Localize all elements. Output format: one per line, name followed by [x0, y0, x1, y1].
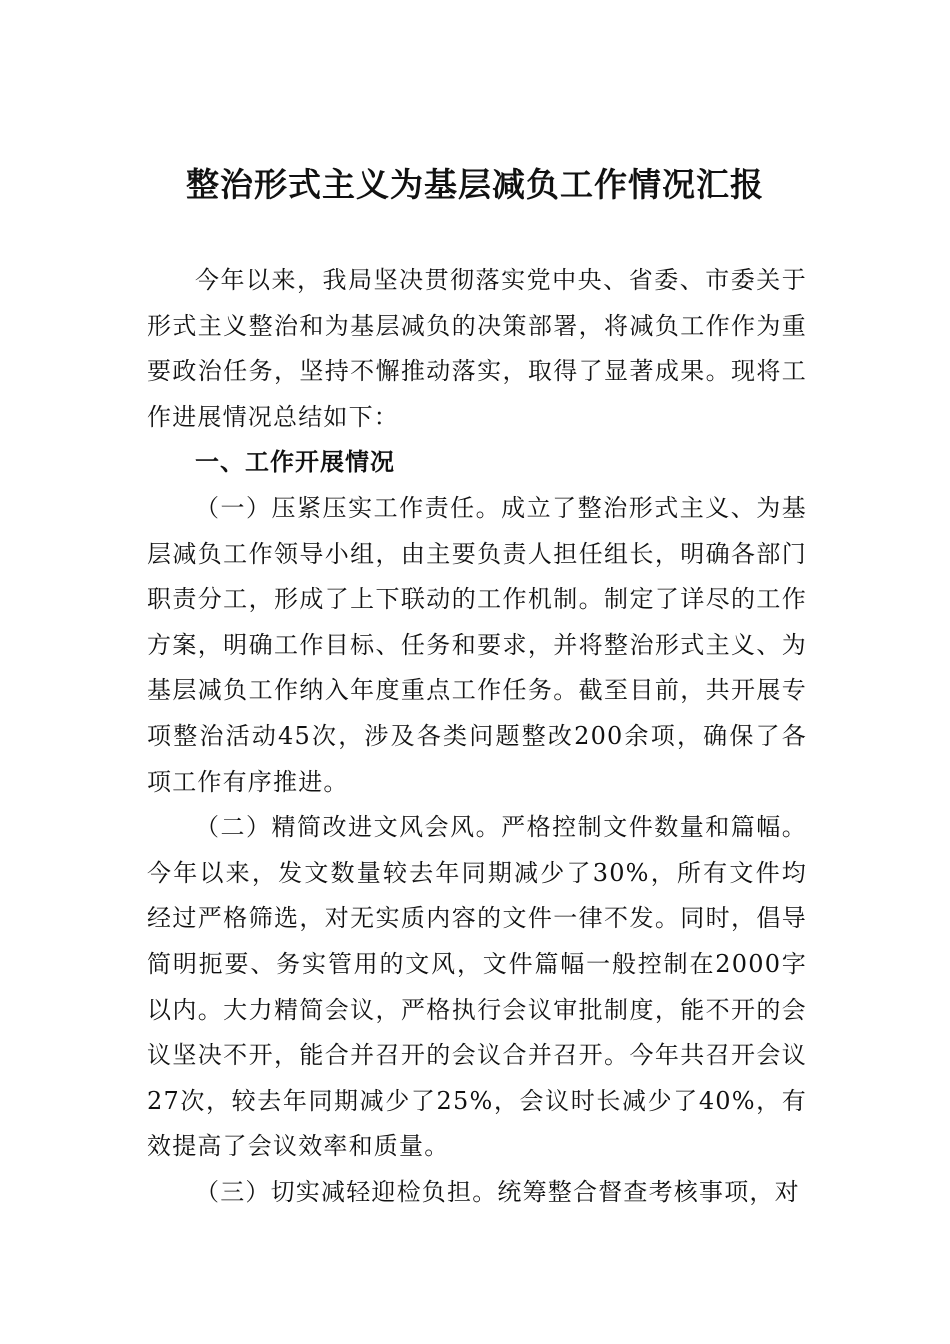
intro-paragraph: 今年以来，我局坚决贯彻落实党中央、省委、市委关于形式主义整治和为基层减负的决策部署，将减负工作作为重要政治任务，坚持不懈推动落实，取得了显著成果。现将工作进展情况总结如下： [147, 266, 807, 431]
paragraph-item-3: （三）切实减轻迎检负担。统筹整合督查考核事项，对 [195, 1177, 800, 1206]
section-heading-work-progress: 一、工作开展情况 [195, 448, 395, 477]
document-title: 整治形式主义为基层减负工作情况汇报 [186, 165, 764, 204]
paragraph-item-1: （一）压紧压实工作责任。成立了整治形式主义、为基层减负工作领导小组，由主要负责人担任组长，明确各部门职责分工，形成了上下联动的工作机制。制定了详尽的工作方案，明确工作目标、任务和要求，并将整治形式主义、为基层减负工作纳入年度重点工作任务。截至目前，共开展专项整治活动45次，涉及各类问题整改200余项，确保了各项工作有序推进。 [147, 493, 807, 796]
document-body [147, 258, 807, 1215]
paragraph-item-2: （二）精简改进文风会风。严格控制文件数量和篇幅。今年以来，发文数量较去年同期减少了30%，所有文件均经过严格筛选，对无实质内容的文件一律不发。同时，倡导简明扼要、务实管用的文风，文件篇幅一般控制在2000字以内。大力精简会议，严格执行会议审批制度，能不开的会议坚决不开，能合并召开的会议合并召开。今年共召开会议27次，较去年同期减少了25%，会议时长减少了40%，有效提高了会议效率和质量。 [147, 813, 807, 1161]
